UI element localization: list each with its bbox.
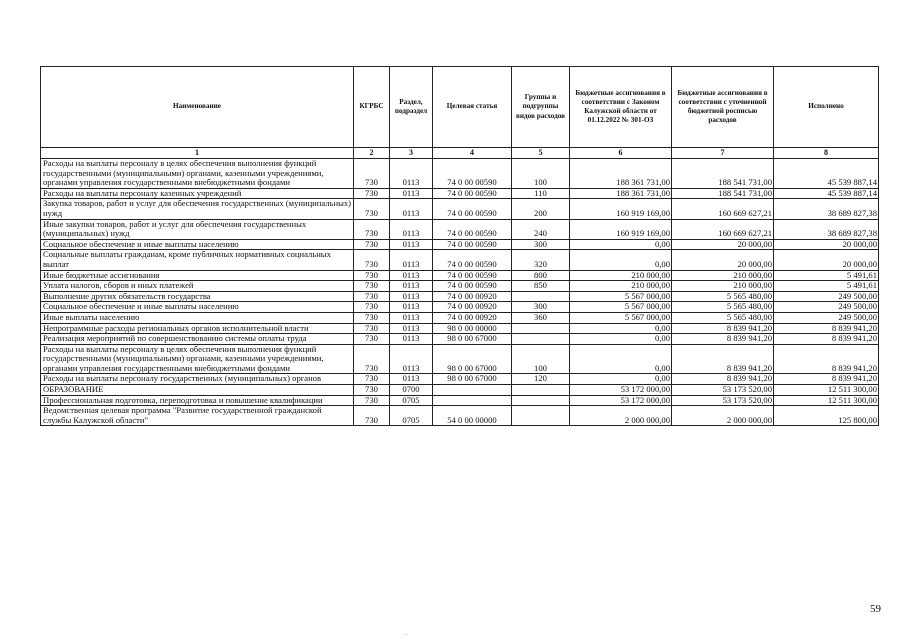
row-group: 200	[512, 199, 570, 219]
table-row	[41, 312, 879, 323]
table-row	[41, 159, 879, 189]
table-row	[41, 302, 879, 313]
row-executed: 38 689 827,38	[774, 219, 879, 239]
row-refined: 8 839 941,20	[672, 374, 774, 385]
header-refined: Бюджетные ассигнования в соответствии с уточненной бюджетной росписью расходов	[672, 67, 774, 148]
row-section: 0113	[390, 302, 433, 313]
row-refined: 188 541 731,00	[672, 188, 774, 199]
col-number: 8	[774, 148, 879, 159]
header-target: Целевая статья	[433, 67, 512, 148]
footer-mark: .	[405, 628, 407, 637]
row-name: Ведомственная целевая программа "Развитие государственной гражданской службы Калужской области"	[41, 406, 354, 426]
row-kgrbs: 730	[354, 159, 390, 189]
row-law: 0,00	[570, 239, 672, 250]
row-refined: 160 669 627,21	[672, 199, 774, 219]
row-target: 74 0 00 00590	[433, 270, 512, 281]
table-row	[41, 374, 879, 385]
row-section: 0113	[390, 334, 433, 345]
row-name: Расходы на выплаты персоналу государственных (муниципальных) органов	[41, 374, 354, 385]
row-refined: 210 000,00	[672, 281, 774, 292]
row-name: Иные закупки товаров, работ и услуг для обеспечения государственных (муниципальных) нужд	[41, 219, 354, 239]
row-executed: 8 839 941,20	[774, 334, 879, 345]
row-group: 360	[512, 312, 570, 323]
row-target	[433, 395, 512, 406]
row-section: 0700	[390, 385, 433, 396]
row-name: Уплата налогов, сборов и иных платежей	[41, 281, 354, 292]
row-section: 0705	[390, 395, 433, 406]
row-target: 74 0 00 00590	[433, 188, 512, 199]
row-kgrbs: 730	[354, 188, 390, 199]
row-law: 5 567 000,00	[570, 312, 672, 323]
row-name: Реализация мероприятий по совершенствованию системы оплаты труда	[41, 334, 354, 345]
row-section: 0113	[390, 199, 433, 219]
row-refined: 8 839 941,20	[672, 323, 774, 334]
row-name: Социальные выплаты гражданам, кроме публичных нормативных социальных выплат	[41, 250, 354, 270]
row-executed: 249 500,00	[774, 291, 879, 302]
row-refined: 8 839 941,20	[672, 334, 774, 345]
header-law: Бюджетные ассигнования в соответствии с Законом Калужской области от 01.12.2022 № 301-ОЗ	[570, 67, 672, 148]
row-group	[512, 291, 570, 302]
row-target	[433, 385, 512, 396]
table-row	[41, 250, 879, 270]
row-refined: 5 565 480,00	[672, 302, 774, 313]
row-kgrbs: 730	[354, 312, 390, 323]
row-executed: 249 500,00	[774, 312, 879, 323]
row-kgrbs: 730	[354, 281, 390, 292]
row-kgrbs: 730	[354, 291, 390, 302]
row-refined: 5 565 480,00	[672, 312, 774, 323]
row-kgrbs: 730	[354, 199, 390, 219]
row-executed: 125 800,00	[774, 406, 879, 426]
table-row	[41, 199, 879, 219]
row-target: 98 0 00 67000	[433, 334, 512, 345]
row-target: 54 0 00 00000	[433, 406, 512, 426]
row-kgrbs: 730	[354, 374, 390, 385]
row-kgrbs: 730	[354, 395, 390, 406]
table-row	[41, 323, 879, 334]
row-law: 5 567 000,00	[570, 291, 672, 302]
row-target: 98 0 00 67000	[433, 374, 512, 385]
row-refined: 53 173 520,00	[672, 385, 774, 396]
row-law: 210 000,00	[570, 281, 672, 292]
row-target: 74 0 00 00920	[433, 291, 512, 302]
row-group: 100	[512, 344, 570, 374]
row-executed: 249 500,00	[774, 302, 879, 313]
row-group	[512, 385, 570, 396]
row-law: 0,00	[570, 344, 672, 374]
row-group	[512, 323, 570, 334]
header-groups: Группы и подгруппы видов расходов	[512, 67, 570, 148]
row-executed: 38 689 827,38	[774, 199, 879, 219]
row-law: 53 172 000,00	[570, 385, 672, 396]
row-refined: 8 839 941,20	[672, 344, 774, 374]
table-row	[41, 344, 879, 374]
row-refined: 160 669 627,21	[672, 219, 774, 239]
row-name: Иные выплаты населению	[41, 312, 354, 323]
row-group: 110	[512, 188, 570, 199]
row-target: 74 0 00 00920	[433, 302, 512, 313]
row-law: 2 000 000,00	[570, 406, 672, 426]
row-law: 0,00	[570, 250, 672, 270]
row-group: 100	[512, 159, 570, 189]
col-number: 4	[433, 148, 512, 159]
row-kgrbs: 730	[354, 323, 390, 334]
row-name: Расходы на выплаты персоналу в целях обеспечения выполнения функций государственными (муниципальными) органами, казенными учреждениями, органами управления государственными внебюджетными фондами	[41, 344, 354, 374]
page-number: 59	[870, 603, 881, 615]
row-section: 0113	[390, 239, 433, 250]
header-executed: Исполнено	[774, 67, 879, 148]
table-row	[41, 385, 879, 396]
col-number: 3	[390, 148, 433, 159]
row-kgrbs: 730	[354, 406, 390, 426]
row-group: 320	[512, 250, 570, 270]
row-kgrbs: 730	[354, 219, 390, 239]
row-law: 188 361 731,00	[570, 188, 672, 199]
row-refined: 20 000,00	[672, 250, 774, 270]
row-executed: 20 000,00	[774, 239, 879, 250]
table-row	[41, 270, 879, 281]
table-row	[41, 239, 879, 250]
row-name: ОБРАЗОВАНИЕ	[41, 385, 354, 396]
row-executed: 45 539 887,14	[774, 188, 879, 199]
row-refined: 20 000,00	[672, 239, 774, 250]
row-section: 0113	[390, 188, 433, 199]
row-executed: 45 539 887,14	[774, 159, 879, 189]
row-group: 800	[512, 270, 570, 281]
table-body	[41, 159, 879, 426]
col-number: 7	[672, 148, 774, 159]
col-number: 5	[512, 148, 570, 159]
row-target: 74 0 00 00590	[433, 159, 512, 189]
row-target: 98 0 00 67000	[433, 344, 512, 374]
row-target: 74 0 00 00590	[433, 199, 512, 219]
row-law: 53 172 000,00	[570, 395, 672, 406]
row-target: 74 0 00 00590	[433, 281, 512, 292]
row-section: 0113	[390, 344, 433, 374]
row-executed: 12 511 300,00	[774, 395, 879, 406]
row-executed: 5 491,61	[774, 270, 879, 281]
row-executed: 5 491,61	[774, 281, 879, 292]
table-row	[41, 395, 879, 406]
row-section: 0113	[390, 250, 433, 270]
row-section: 0705	[390, 406, 433, 426]
row-law: 160 919 169,00	[570, 219, 672, 239]
row-section: 0113	[390, 219, 433, 239]
row-name: Выполнение других обязательств государства	[41, 291, 354, 302]
row-section: 0113	[390, 374, 433, 385]
col-number: 1	[41, 148, 354, 159]
row-target: 74 0 00 00590	[433, 250, 512, 270]
row-name: Непрограммные расходы региональных органов исполнительной власти	[41, 323, 354, 334]
budget-table	[40, 66, 879, 426]
row-kgrbs: 730	[354, 302, 390, 313]
table-row	[41, 188, 879, 199]
header-section: Раздел, подраздел	[390, 67, 433, 148]
row-kgrbs: 730	[354, 334, 390, 345]
row-refined: 5 565 480,00	[672, 291, 774, 302]
row-executed: 12 511 300,00	[774, 385, 879, 396]
row-executed: 20 000,00	[774, 250, 879, 270]
col-number: 6	[570, 148, 672, 159]
row-law: 5 567 000,00	[570, 302, 672, 313]
row-group: 300	[512, 239, 570, 250]
row-group: 240	[512, 219, 570, 239]
row-group: 120	[512, 374, 570, 385]
row-executed: 8 839 941,20	[774, 374, 879, 385]
row-kgrbs: 730	[354, 344, 390, 374]
column-number-row	[41, 148, 879, 159]
row-group: 300	[512, 302, 570, 313]
row-name: Социальное обеспечение и иные выплаты населению	[41, 239, 354, 250]
row-target: 74 0 00 00590	[433, 219, 512, 239]
row-name: Расходы на выплаты персоналу казенных учреждений	[41, 188, 354, 199]
row-refined: 2 000 000,00	[672, 406, 774, 426]
table-row	[41, 406, 879, 426]
row-law: 0,00	[570, 374, 672, 385]
col-number: 2	[354, 148, 390, 159]
row-group	[512, 395, 570, 406]
row-law: 210 000,00	[570, 270, 672, 281]
row-refined: 188 541 731,00	[672, 159, 774, 189]
row-executed: 8 839 941,20	[774, 323, 879, 334]
table-row	[41, 281, 879, 292]
header-kgrbs: КГРБС	[354, 67, 390, 148]
table-row	[41, 219, 879, 239]
row-kgrbs: 730	[354, 385, 390, 396]
header-row	[41, 67, 879, 148]
row-law: 0,00	[570, 334, 672, 345]
table-row	[41, 291, 879, 302]
row-group	[512, 406, 570, 426]
row-executed: 8 839 941,20	[774, 344, 879, 374]
row-group: 850	[512, 281, 570, 292]
row-name: Расходы на выплаты персоналу в целях обеспечения выполнения функций государственными (муниципальными) органами, казенными учреждениями, органами управления государственными внебюджетными фондами	[41, 159, 354, 189]
row-target: 98 0 00 00000	[433, 323, 512, 334]
row-section: 0113	[390, 291, 433, 302]
row-name: Социальное обеспечение и иные выплаты населению	[41, 302, 354, 313]
header-name: Наименование	[41, 67, 354, 148]
row-target: 74 0 00 00590	[433, 239, 512, 250]
row-section: 0113	[390, 159, 433, 189]
row-target: 74 0 00 00920	[433, 312, 512, 323]
row-refined: 53 173 520,00	[672, 395, 774, 406]
row-section: 0113	[390, 312, 433, 323]
row-name: Иные бюджетные ассигнования	[41, 270, 354, 281]
row-name: Закупка товаров, работ и услуг для обеспечения государственных (муниципальных) нужд	[41, 199, 354, 219]
table-row	[41, 334, 879, 345]
row-law: 0,00	[570, 323, 672, 334]
row-group	[512, 334, 570, 345]
row-section: 0113	[390, 323, 433, 334]
row-section: 0113	[390, 281, 433, 292]
row-law: 188 361 731,00	[570, 159, 672, 189]
row-kgrbs: 730	[354, 239, 390, 250]
row-kgrbs: 730	[354, 250, 390, 270]
row-kgrbs: 730	[354, 270, 390, 281]
row-refined: 210 000,00	[672, 270, 774, 281]
row-law: 160 919 169,00	[570, 199, 672, 219]
row-section: 0113	[390, 270, 433, 281]
row-name: Профессиональная подготовка, переподготовка и повышение квалификации	[41, 395, 354, 406]
